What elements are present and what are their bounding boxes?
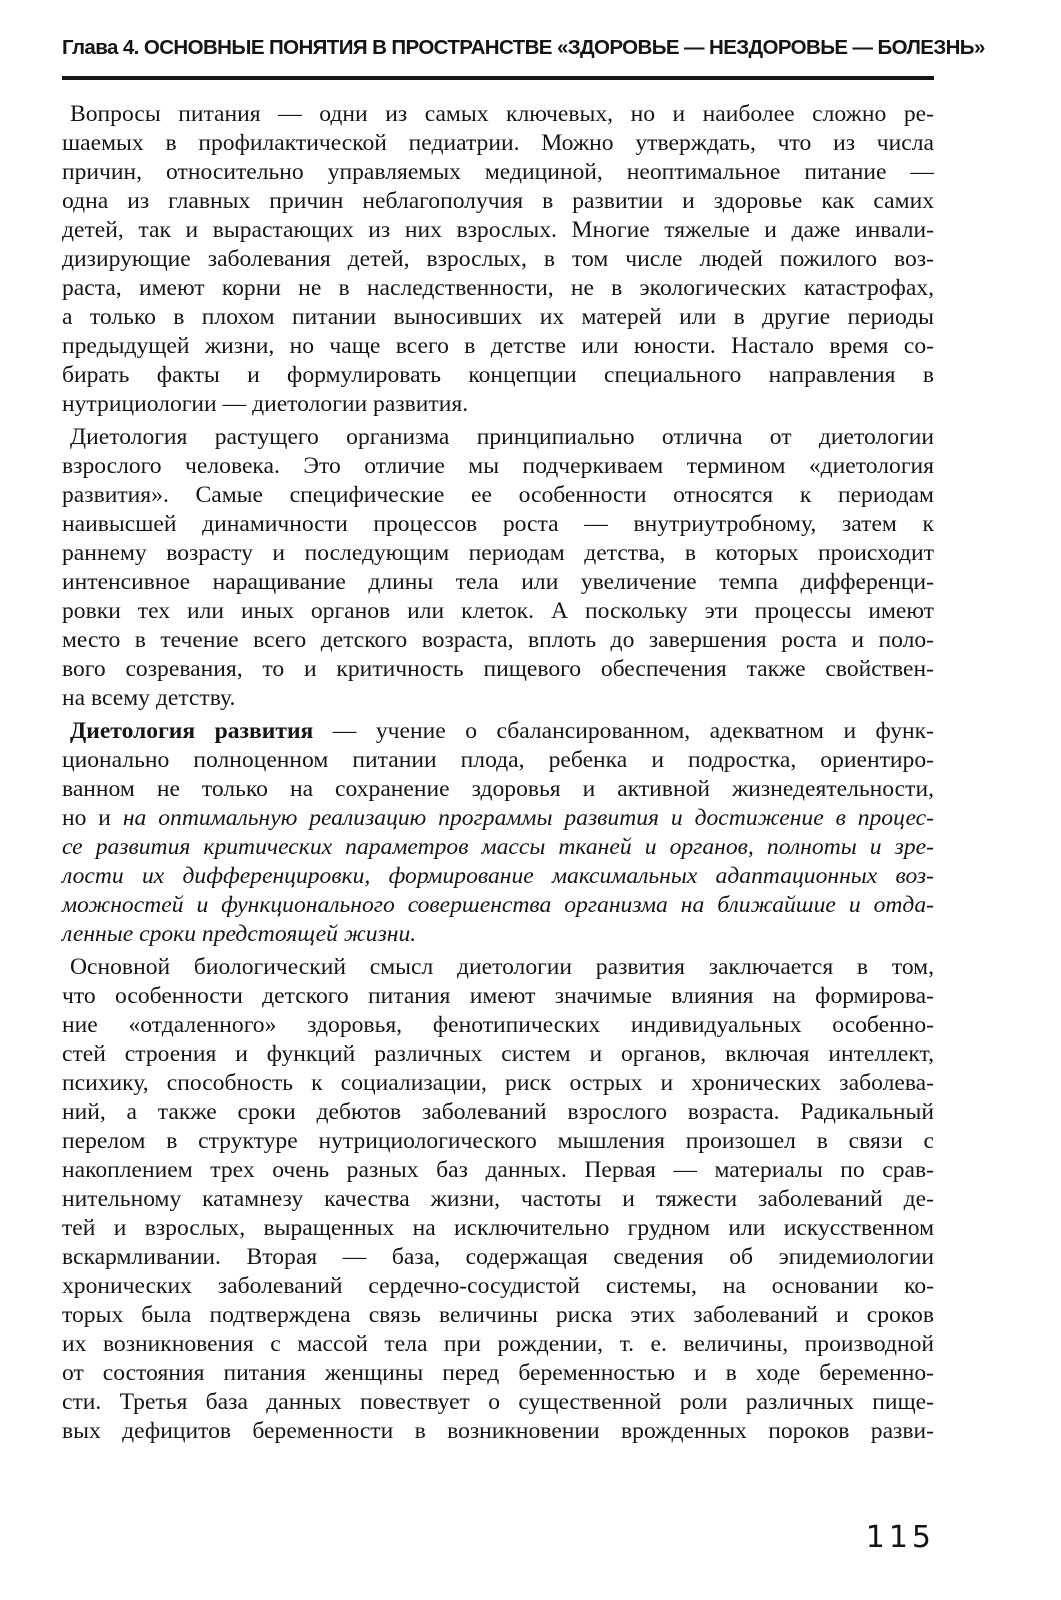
paragraph-1 bbox=[62, 100, 934, 419]
text-line: вых дефицитов беременности в возникновении врожденных пороков разви- bbox=[62, 1418, 934, 1444]
text-line: а только в плохом питании выносивших их матерей или в другие периоды bbox=[62, 304, 934, 330]
text-line: раннему возрасту и последующим периодам детства, в которых происходит bbox=[62, 540, 934, 566]
page-number: 115 bbox=[865, 1520, 935, 1555]
text-line: их возникновения с массой тела при рождении, т. е. величины, производной bbox=[62, 1331, 934, 1357]
text-line: ционально полноценном питании плода, ребенка и подростка, ориентиро- bbox=[62, 747, 934, 773]
body-text bbox=[62, 100, 934, 1446]
text-line: причин, относительно управляемых медициной, неоптимальное питание — bbox=[62, 159, 934, 185]
text-line: одна из главных причин неблагополучия в развитии и здоровье как самих bbox=[62, 188, 934, 214]
emphasis-line: лости их дифференцировки, формирование максимальных адаптационных воз- bbox=[62, 863, 934, 889]
emphasis-line: можностей и функционального совершенства организма на ближайшие и отда- bbox=[62, 892, 934, 918]
emphasis-line: ленные сроки предстоящей жизни. bbox=[62, 921, 417, 947]
text-line: ванном не только на сохранение здоровья и активной жизнедеятельности, bbox=[62, 776, 934, 802]
text-line: на всему детству. bbox=[62, 685, 236, 711]
text-line: тей и взрослых, выращенных на исключительно грудном или искусственном bbox=[62, 1215, 934, 1241]
text-line: Вопросы питания — одни из самых ключевых, но и наиболее сложно ре- bbox=[70, 101, 934, 127]
text-line: сти. Третья база данных повествует о существенной роли различных пище- bbox=[62, 1389, 934, 1415]
defined-term: Диетология развития bbox=[70, 718, 314, 744]
text-line: интенсивное наращивание длины тела или увеличение темпа дифференци- bbox=[62, 569, 934, 595]
text-line: что особенности детского питания имеют значимые влияния на формирова- bbox=[62, 983, 934, 1009]
text-line: ний, а также сроки дебютов заболеваний взрослого возраста. Радикальный bbox=[62, 1099, 934, 1125]
text-line: стей строения и функций различных систем и органов, включая интеллект, bbox=[62, 1041, 934, 1067]
text-line: накоплением трех очень разных баз данных. Первая — материалы по срав- bbox=[62, 1157, 934, 1183]
text-line: психику, способность к социализации, риск острых и хронических заболева- bbox=[62, 1070, 934, 1096]
text-line: детей, так и вырастающих из них взрослых. Многие тяжелые и даже инвали- bbox=[62, 217, 934, 243]
paragraph-2 bbox=[62, 423, 934, 713]
text-line: от состояния питания женщины перед беременностью и в ходе беременно- bbox=[62, 1360, 934, 1386]
paragraph-4 bbox=[62, 953, 934, 1446]
text-line: Основной биологический смысл диетологии развития заключается в том, bbox=[70, 954, 934, 980]
text-line: взрослого человека. Это отличие мы подчеркиваем термином «диетология bbox=[62, 453, 934, 479]
text-line: шаемых в профилактической педиатрии. Можно утверждать, что из числа bbox=[62, 130, 934, 156]
text-line: раста, имеют корни не в наследственности, не в экологических катастрофах, bbox=[62, 275, 934, 301]
text-line: наивысшей динамичности процессов роста — внутриутробному, затем к bbox=[62, 511, 934, 537]
text-line: ние «отдаленного» здоровья, фенотипических индивидуальных особенно- bbox=[62, 1012, 934, 1038]
running-header: Глава 4. ОСНОВНЫЕ ПОНЯТИЯ В ПРОСТРАНСТВЕ «ЗДОРОВЬЕ — НЕЗДОРОВЬЕ — БОЛЕЗНЬ» bbox=[62, 36, 985, 59]
text-line: развития». Самые специфические ее особенности относятся к периодам bbox=[62, 482, 934, 508]
text-line: нутрициологии — диетологии развития. bbox=[62, 391, 469, 417]
text-line: перелом в структуре нутрициологического мышления произошел в связи с bbox=[62, 1128, 934, 1154]
text-line bbox=[62, 717, 934, 746]
text-line bbox=[62, 804, 934, 833]
emphasis-line: се развития критических параметров массы тканей и органов, полноты и зре- bbox=[62, 834, 934, 860]
text-line: Диетология растущего организма принципиально отлична от диетологии bbox=[70, 424, 934, 450]
text-line: торых была подтверждена связь величины риска этих заболеваний и сроков bbox=[62, 1302, 934, 1328]
header-rule bbox=[62, 76, 934, 80]
text-line: нительному катамнезу качества жизни, частоты и тяжести заболеваний де- bbox=[62, 1186, 934, 1212]
text-line: вого созревания, то и критичность пищевого обеспечения также свойствен- bbox=[62, 656, 934, 682]
text-line: вскармливании. Вторая — база, содержащая сведения об эпидемиологии bbox=[62, 1244, 934, 1270]
definition-paragraph bbox=[62, 717, 934, 949]
text-line: предыдущей жизни, но чаще всего в детстве или юности. Настало время со- bbox=[62, 333, 934, 359]
plain-fragment: но и bbox=[62, 805, 123, 831]
emphasis-fragment: на оптимальную реализацию программы развития и достижение в процес- bbox=[122, 805, 934, 831]
term-definition-start: — учение о сбалансированном, адекватном и функ- bbox=[313, 718, 934, 744]
text-line: бирать факты и формулировать концепции специального направления в bbox=[62, 362, 934, 388]
text-line: место в течение всего детского возраста, вплоть до завершения роста и поло- bbox=[62, 627, 934, 653]
text-line: дизирующие заболевания детей, взрослых, в том числе людей пожилого воз- bbox=[62, 246, 934, 272]
text-line: хронических заболеваний сердечно-сосудистой системы, на основании ко- bbox=[62, 1273, 934, 1299]
text-line: ровки тех или иных органов или клеток. А поскольку эти процессы имеют bbox=[62, 598, 934, 624]
